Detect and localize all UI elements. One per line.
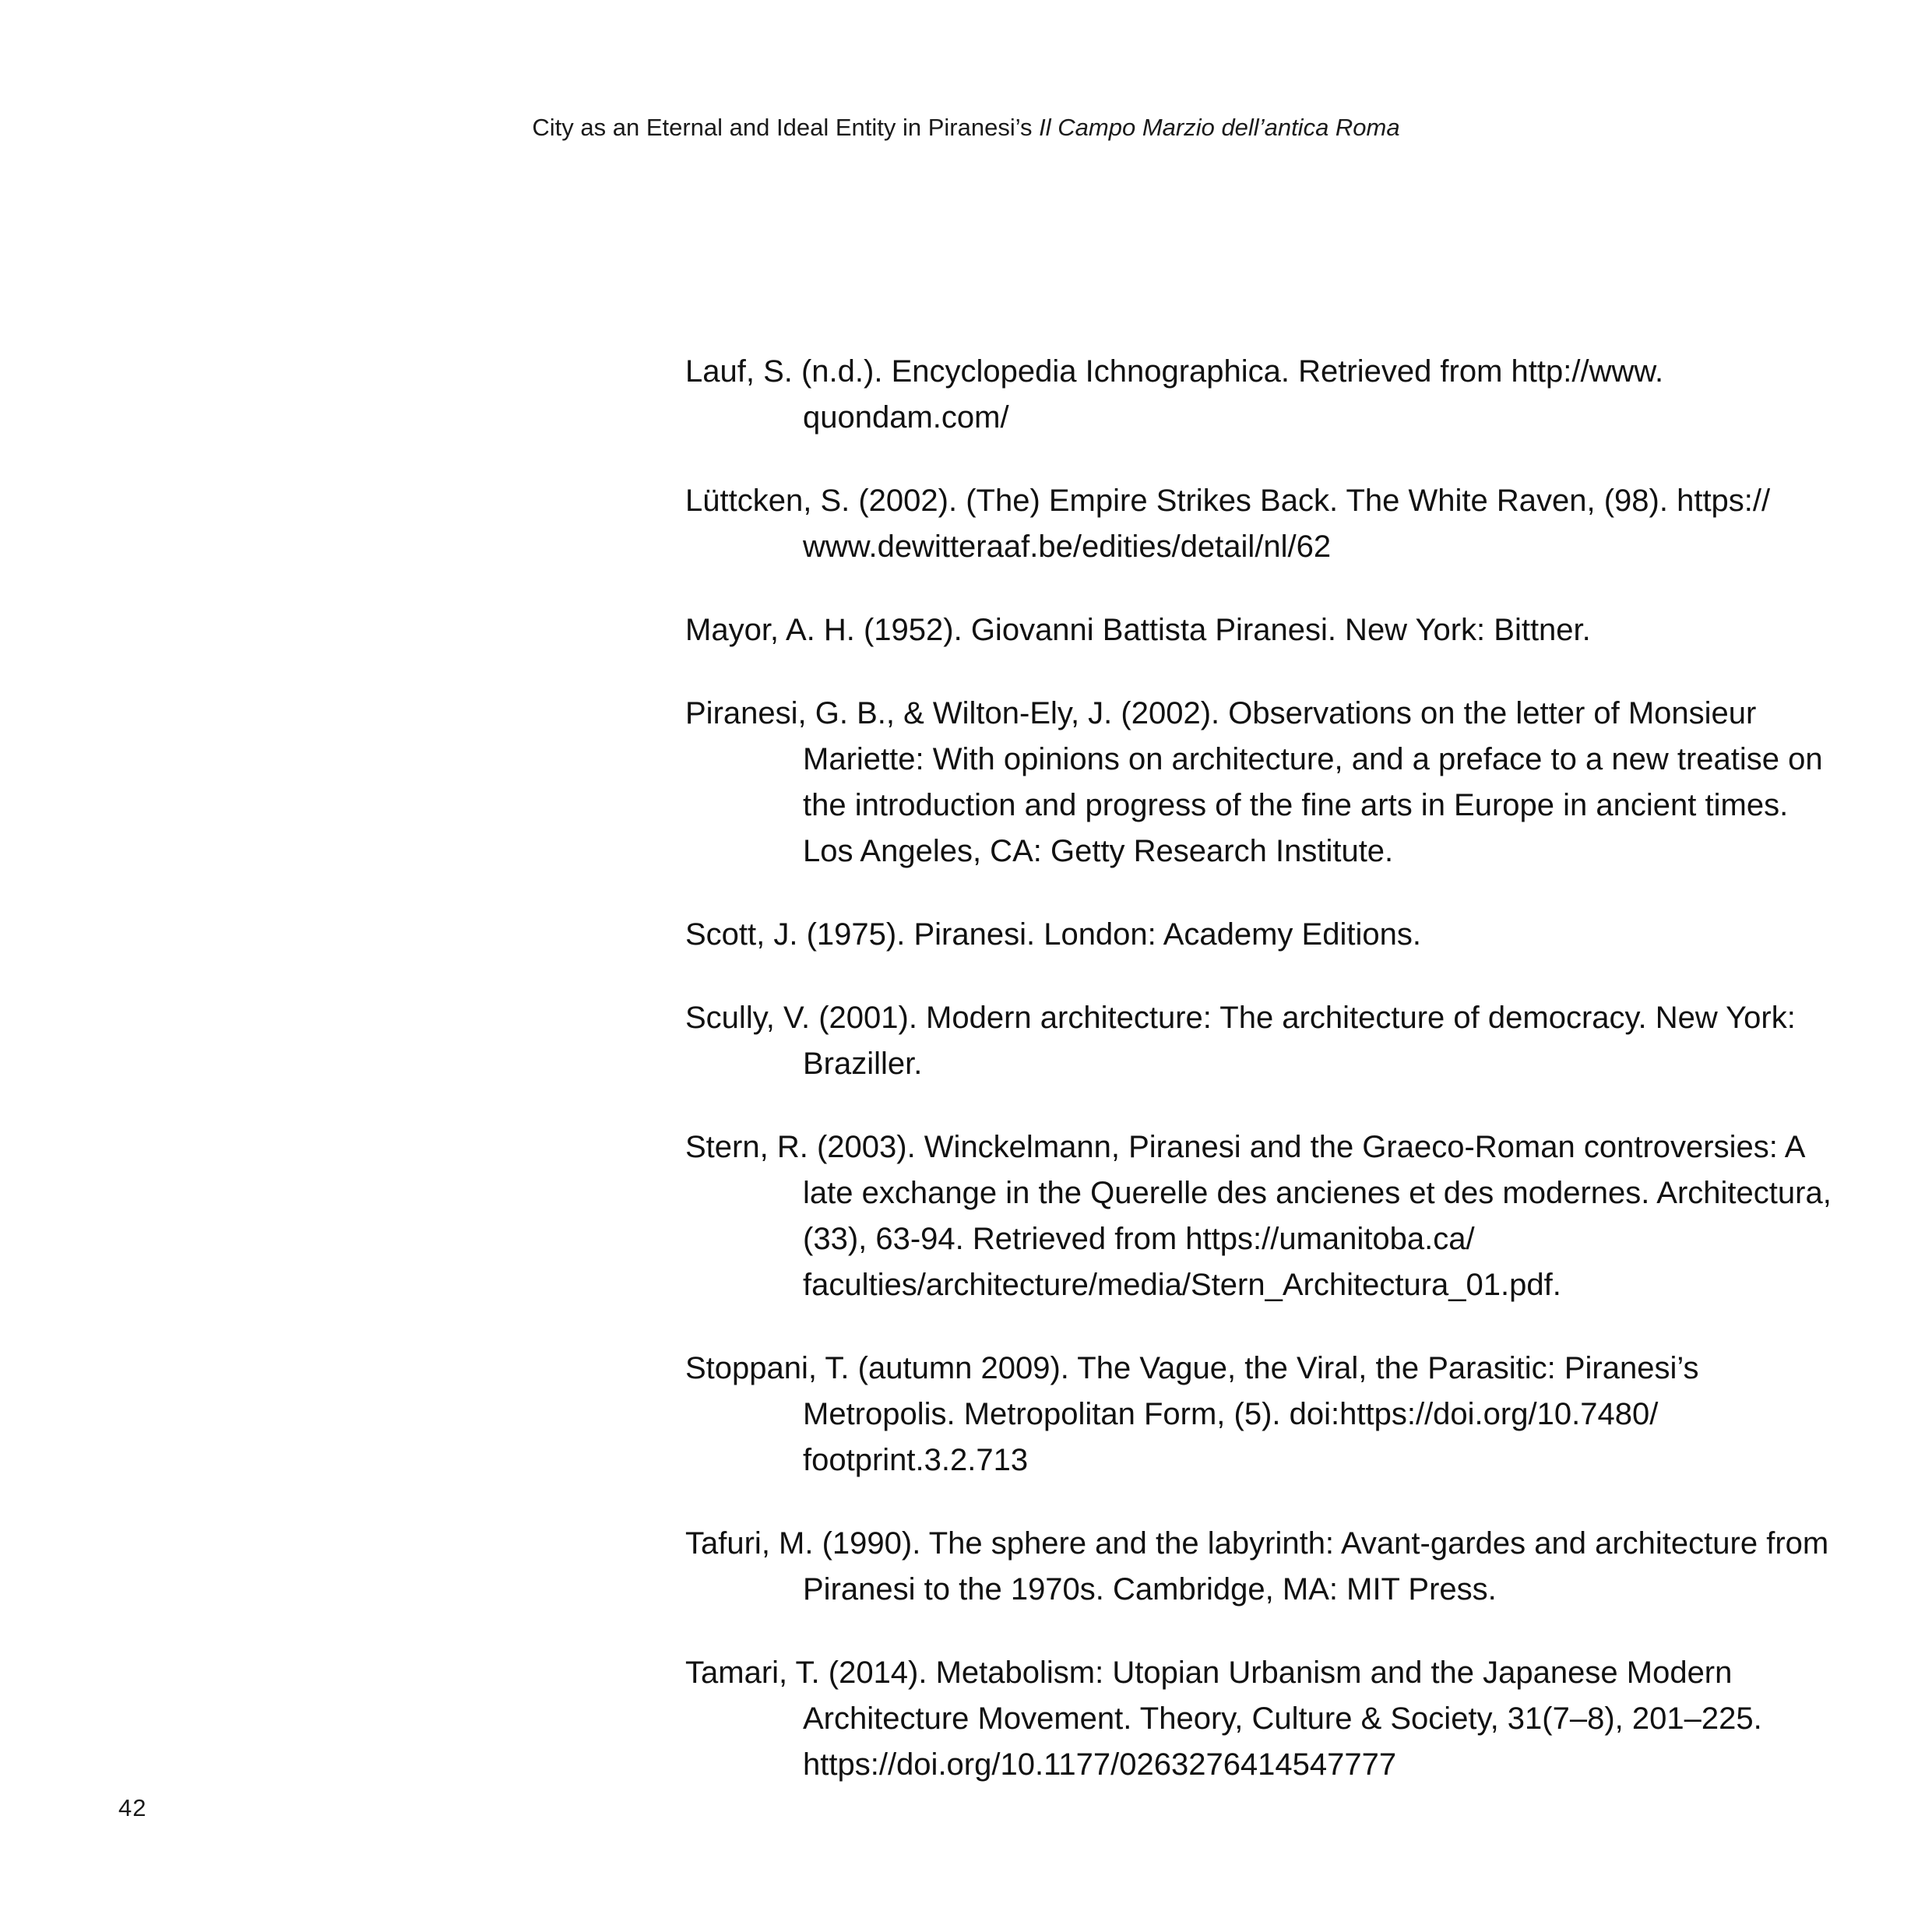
reference-tamari: Tamari, T. (2014). Metabolism: Utopian Urbanism and the Japanese Modern Architecture Movement. Theory, Culture & Society, 31(7–8), 201–225. https://doi.org/10.1177/0263276414547777 bbox=[685, 1656, 1762, 1782]
reference-piranesi-wilton-ely: Piranesi, G. B., & Wilton-Ely, J. (2002). Observations on the letter of Monsieur Mariette: With opinions on architecture, and a preface to a new treatise on the introduction and progress of the fine arts in Europe in ancient times. Los Angeles, CA: Getty Research Institute. bbox=[685, 696, 1823, 868]
reference-stern: Stern, R. (2003). Winckelmann, Piranesi and the Graeco-Roman controversies: A late exchange in the Querelle des ancienes et des modernes. Architectura, (33), 63-94. Retrieved from https://umanitoba.ca/ faculties/architecture/media/Stern_Architectura_01.pdf. bbox=[685, 1130, 1832, 1302]
reference-stoppani: Stoppani, T. (autumn 2009). The Vague, the Viral, the Parasitic: Piranesi’s Metropolis. Metropolitan Form, (5). doi:https://doi.org/10.7480/ footprint.3.2.713 bbox=[685, 1351, 1699, 1477]
page-number: 42 bbox=[118, 1794, 147, 1821]
reference-luttcken: Lüttcken, S. (2002). (The) Empire Strikes Back. The White Raven, (98). https:// www.dewitteraaf.be/edities/detail/nl/62 bbox=[685, 484, 1771, 564]
reference-tafuri: Tafuri, M. (1990). The sphere and the labyrinth: Avant-gardes and architecture from Piranesi to the 1970s. Cambridge, MA: MIT Press. bbox=[685, 1526, 1829, 1606]
running-header-text: City as an Eternal and Ideal Entity in Piranesi’s bbox=[532, 114, 1040, 141]
reference-scott: Scott, J. (1975). Piranesi. London: Academy Editions. bbox=[685, 917, 1421, 952]
running-header-italic-title: Il Campo Marzio dell’antica Roma bbox=[1039, 114, 1400, 141]
reference-scully: Scully, V. (2001). Modern architecture: The architecture of democracy. New York: Braziller. bbox=[685, 1001, 1796, 1081]
reference-list bbox=[685, 349, 1838, 1825]
reference-lauf: Lauf, S. (n.d.). Encyclopedia Ichnographica. Retrieved from http://www. quondam.com/ bbox=[685, 354, 1664, 435]
reference-mayor: Mayor, A. H. (1952). Giovanni Battista Piranesi. New York: Bittner. bbox=[685, 613, 1591, 647]
running-header bbox=[0, 112, 1932, 143]
